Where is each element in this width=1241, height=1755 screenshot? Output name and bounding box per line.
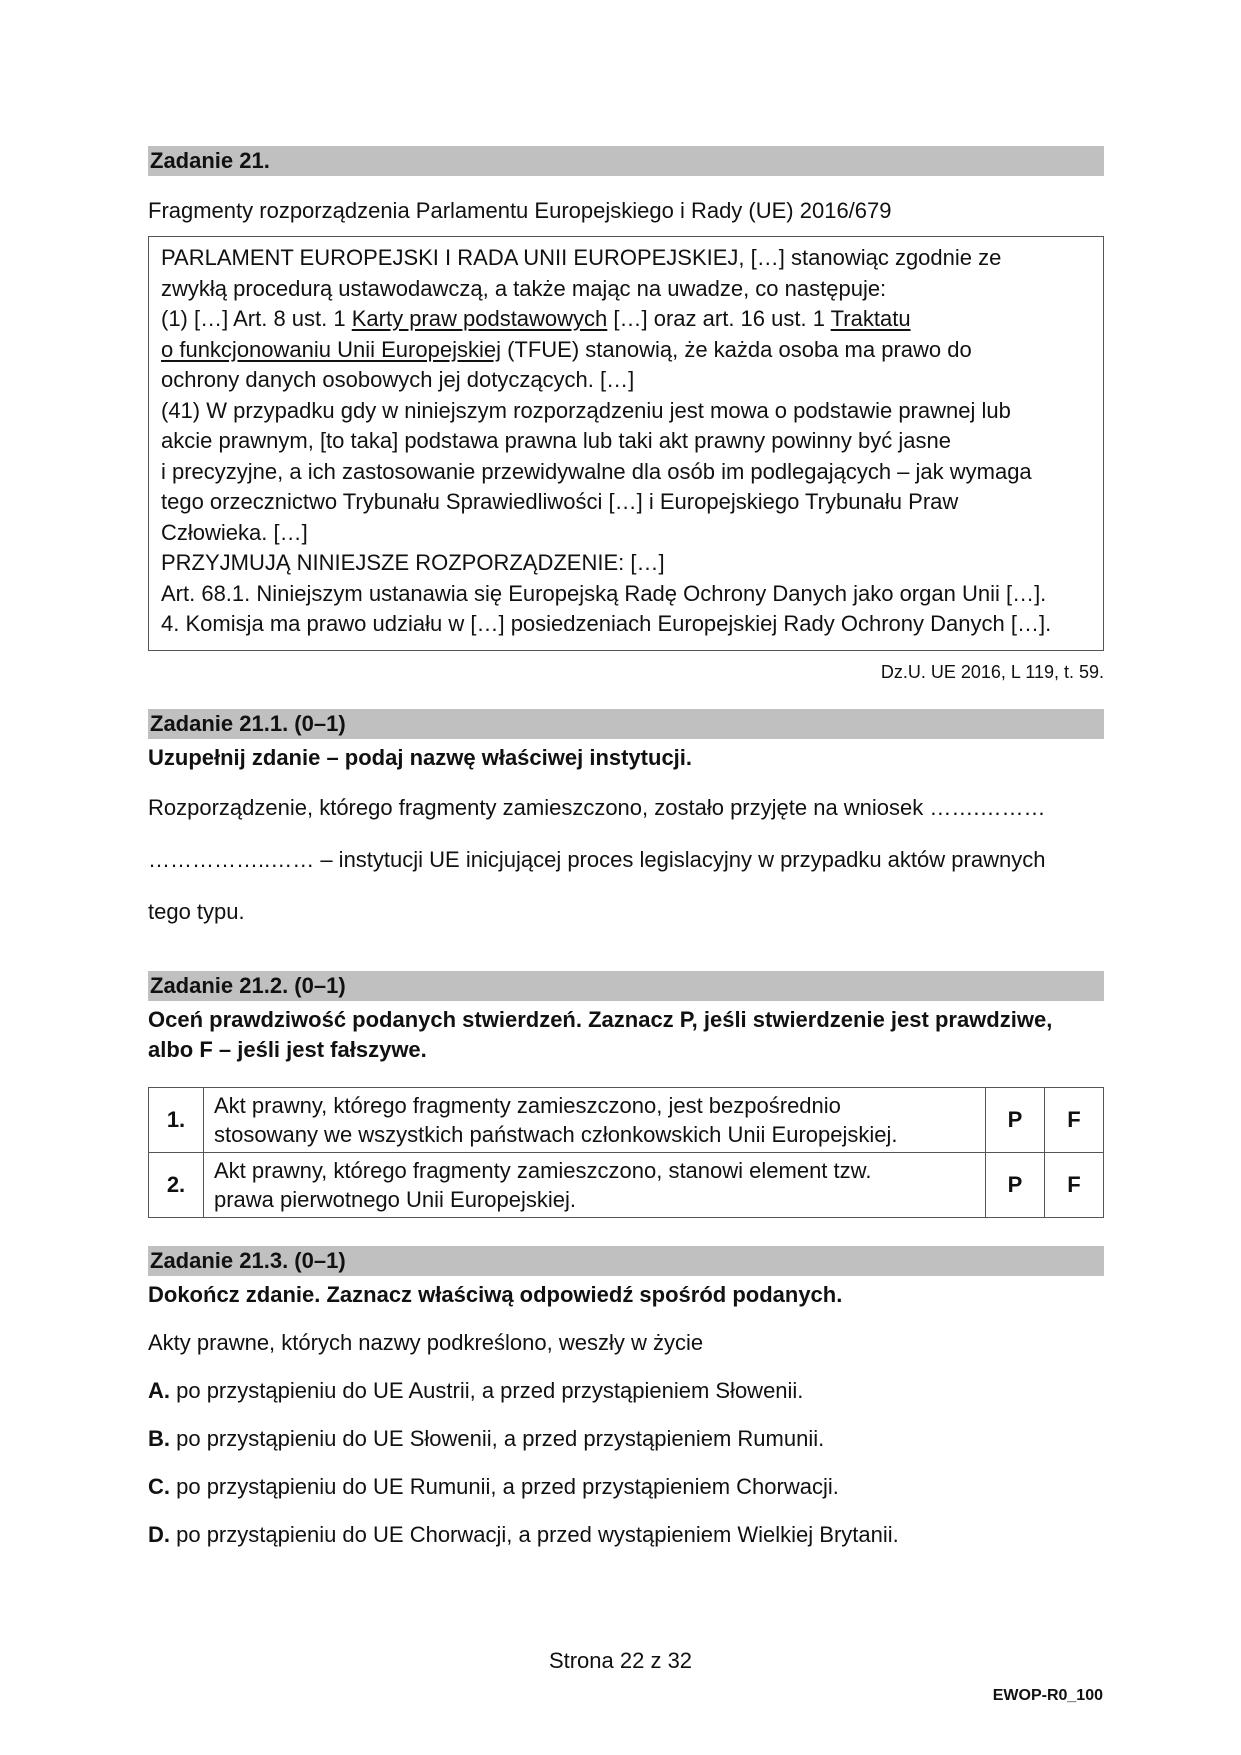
source-text: […] oraz art. 16 ust. 1 <box>607 306 831 331</box>
underlined-treaty-part1: Traktatu <box>830 306 911 331</box>
fill-in-line-3: tego typu. <box>148 898 245 924</box>
underlined-charter: Karty praw podstawowych <box>351 306 608 331</box>
statement-number: 2. <box>149 1152 204 1217</box>
source-line: PARLAMENT EUROPEJSKI I RADA UNII EUROPEJSKIEJ, […] stanowiąc zgodnie ze <box>161 245 1002 270</box>
page-number: Strona 22 z 32 <box>548 1648 693 1673</box>
false-option[interactable]: F <box>1045 1087 1104 1152</box>
source-line: 4. Komisja ma prawo udziału w […] posiedzeniach Europejskiej Rady Ochrony Danych […]. <box>161 611 1052 636</box>
answer-option-a[interactable] <box>148 1376 1104 1406</box>
source-citation: Dz.U. UE 2016, L 119, t. 59. <box>880 661 1104 682</box>
option-text: po przystąpieniu do UE Austrii, a przed przystąpieniem Słowenii. <box>170 1377 804 1403</box>
source-line: i precyzyjne, a ich zastosowanie przewidywalne dla osób im podlegających – jak wymaga <box>161 458 1032 484</box>
underlined-treaty-part2: o funkcjonowaniu Unii Europejskiej <box>161 336 501 362</box>
source-line: akcie prawnym, [to taka] podstawa prawna lub taki akt prawny powinny być jasne <box>161 428 951 453</box>
task-21-3-header: Zadanie 21.3. (0–1) <box>148 1246 1104 1276</box>
true-option[interactable]: P <box>986 1152 1045 1217</box>
statement-line: prawa pierwotnego Unii Europejskiej. <box>214 1186 576 1212</box>
statement-line: Akt prawny, którego fragmenty zamieszczono, stanowi element tzw. <box>214 1157 872 1183</box>
option-letter: C. <box>148 1473 170 1499</box>
source-line: zwykłą procedurą ustawodawczą, a także mając na uwadze, co następuje: <box>161 275 887 301</box>
exam-page <box>148 146 1104 1550</box>
source-line <box>161 304 1091 335</box>
task-21-header: Zadanie 21. <box>148 146 1104 176</box>
option-letter: A. <box>148 1377 170 1403</box>
source-line <box>161 335 1091 366</box>
task-21-3-instruction: Dokończ zdanie. Zaznacz właściwą odpowiedź spośród podanych. <box>148 1281 843 1307</box>
statement-number: 1. <box>149 1087 204 1152</box>
source-text-box <box>148 236 1104 651</box>
instruction-line: albo F – jeśli jest fałszywe. <box>148 1036 427 1062</box>
table-row <box>149 1087 1104 1152</box>
statement-text <box>204 1152 986 1217</box>
task-21-1-instruction: Uzupełnij zdanie – podaj nazwę właściwej instytucji. <box>148 744 693 770</box>
answer-option-c[interactable] <box>148 1472 1104 1502</box>
answer-option-d[interactable] <box>148 1520 1104 1550</box>
statement-text <box>204 1087 986 1152</box>
table-row <box>149 1152 1104 1217</box>
exam-code: EWOP-R0_100 <box>992 1687 1103 1704</box>
task-21-3-stem: Akty prawne, których nazwy podkreślono, weszły w życie <box>148 1329 704 1355</box>
source-text: (TFUE) stanowią, że każda osoba ma prawo do <box>500 336 972 362</box>
source-line: Człowieka. […] <box>161 519 308 545</box>
option-text: po przystąpieniu do UE Słowenii, a przed przystąpieniem Rumunii. <box>170 1425 825 1451</box>
task-21-2-header: Zadanie 21.2. (0–1) <box>148 971 1104 1001</box>
task-21-intro: Fragmenty rozporządzenia Parlamentu Europejskiego i Rady (UE) 2016/679 <box>148 198 892 223</box>
fill-in-line-2[interactable]: ……………..…… – instytucji UE inicjującej proces legislacyjny w przypadku aktów prawnych <box>148 846 1046 872</box>
option-letter: B. <box>148 1425 170 1451</box>
task-21-1-header: Zadanie 21.1. (0–1) <box>148 709 1104 739</box>
option-letter: D. <box>148 1521 170 1547</box>
source-line: PRZYJMUJĄ NINIEJSZE ROZPORZĄDZENIE: […] <box>161 550 665 575</box>
fill-in-line-1[interactable]: Rozporządzenie, którego fragmenty zamieszczono, zostało przyjęte na wniosek …….……… <box>148 794 1046 820</box>
source-line: tego orzecznictwo Trybunału Sprawiedliwości […] i Europejskiego Trybunału Praw <box>161 489 959 514</box>
source-line: ochrony danych osobowych jej dotyczących. […] <box>161 367 635 392</box>
statement-line: stosowany we wszystkich państwach członkowskich Unii Europejskiej. <box>214 1121 898 1147</box>
statement-line: Akt prawny, którego fragmenty zamieszczono, jest bezpośrednio <box>214 1092 841 1118</box>
true-option[interactable]: P <box>986 1087 1045 1152</box>
source-text: (1) […] Art. 8 ust. 1 <box>161 306 352 331</box>
source-line: Art. 68.1. Niniejszym ustanawia się Europejską Radę Ochrony Danych jako organ Unii […]. <box>161 580 1047 606</box>
task-21-2-instruction <box>148 1005 1104 1065</box>
statements-table <box>148 1087 1104 1218</box>
answer-option-b[interactable] <box>148 1424 1104 1454</box>
option-text: po przystąpieniu do UE Rumunii, a przed przystąpieniem Chorwacji. <box>170 1473 839 1499</box>
option-text: po przystąpieniu do UE Chorwacji, a przed wystąpieniem Wielkiej Brytanii. <box>170 1521 899 1547</box>
instruction-line: Oceń prawdziwość podanych stwierdzeń. Zaznacz P, jeśli stwierdzenie jest prawdziwe, <box>148 1006 1053 1032</box>
false-option[interactable]: F <box>1045 1152 1104 1217</box>
source-line: (41) W przypadku gdy w niniejszym rozporządzeniu jest mowa o podstawie prawnej lub <box>161 397 1011 423</box>
